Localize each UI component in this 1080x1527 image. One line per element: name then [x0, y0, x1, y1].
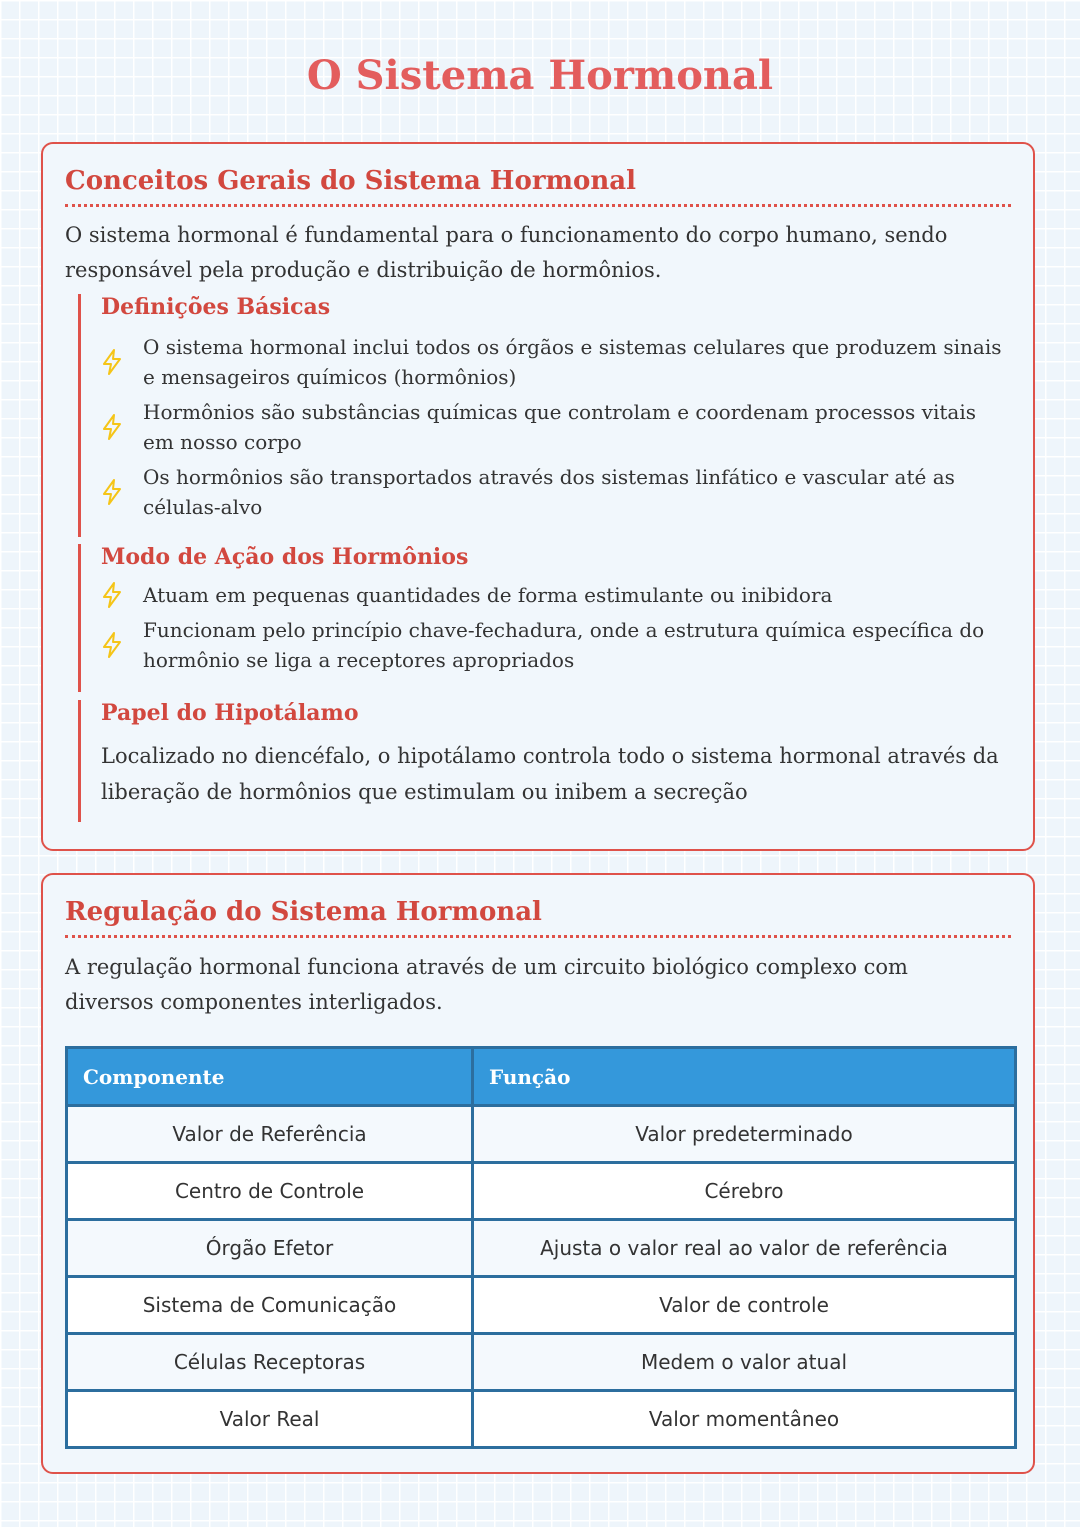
table-cell: Células Receptoras — [67, 1334, 473, 1391]
list-item — [101, 462, 1003, 522]
column-header-funcao: Função — [473, 1048, 1016, 1106]
list-item-text: O sistema hormonal inclui todos os órgãos e sistemas celulares que produzem sinais e mensageiros químicos (hormônios) — [143, 335, 1002, 389]
table-cell: Órgão Efetor — [67, 1220, 473, 1277]
table-cell: Valor Real — [67, 1391, 473, 1448]
list-item-text: Os hormônios são transportados através dos sistemas linfático e vascular até as células-alvo — [143, 465, 955, 519]
page-title: O Sistema Hormonal — [306, 52, 774, 99]
list-item — [101, 615, 1003, 675]
table-cell: Valor momentâneo — [473, 1391, 1016, 1448]
lightning-icon — [101, 632, 123, 658]
section-intro: A regulação hormonal funciona através de um circuito biológico complexo com diversos componentes interligados. — [65, 955, 908, 1014]
list-item — [101, 580, 1003, 610]
table-cell: Medem o valor atual — [473, 1334, 1016, 1391]
section-regulacao — [41, 873, 1035, 1474]
section-title: Conceitos Gerais do Sistema Hormonal — [65, 166, 1011, 207]
list-item-text: Funcionam pelo princípio chave-fechadura, onde a estrutura química específica do hormônio se liga a receptores apropriados — [143, 618, 985, 672]
subsection-title: Definições Básicas — [101, 294, 331, 320]
bullet-list — [101, 332, 1003, 522]
table-cell: Centro de Controle — [67, 1163, 473, 1220]
lightning-icon — [101, 414, 123, 440]
table-header-row — [67, 1048, 1016, 1106]
list-item-text: Atuam em pequenas quantidades de forma estimulante ou inibidora — [143, 583, 833, 607]
table-row — [67, 1220, 1016, 1277]
regulation-table — [65, 1046, 1017, 1449]
table-cell: Valor de controle — [473, 1277, 1016, 1334]
list-item-text: Hormônios são substâncias químicas que controlam e coordenam processos vitais em nosso corpo — [143, 400, 976, 454]
table-row — [67, 1163, 1016, 1220]
table-cell: Valor de Referência — [67, 1106, 473, 1163]
section-conceitos-gerais — [41, 142, 1035, 851]
subsection-title: Papel do Hipotálamo — [101, 700, 359, 726]
table-row — [67, 1334, 1016, 1391]
column-header-componente: Componente — [67, 1048, 473, 1106]
section-title: Regulação do Sistema Hormonal — [65, 897, 1011, 938]
section-intro: O sistema hormonal é fundamental para o funcionamento do corpo humano, sendo responsável pela produção e distribuição de hormônios. — [65, 223, 948, 282]
table-row — [67, 1106, 1016, 1163]
subsection-title: Modo de Ação dos Hormônios — [101, 544, 469, 570]
table-cell: Valor predeterminado — [473, 1106, 1016, 1163]
subsection-definicoes — [78, 294, 1003, 537]
subsection-modo-acao — [78, 544, 1003, 692]
list-item — [101, 332, 1003, 392]
bullet-list — [101, 580, 1003, 675]
subsection-text: Localizado no diencéfalo, o hipotálamo controla todo o sistema hormonal através da liberação de hormônios que estimulam ou inibem a secreção — [101, 744, 999, 804]
table-row — [67, 1391, 1016, 1448]
lightning-icon — [101, 582, 123, 608]
lightning-icon — [101, 479, 123, 505]
table-cell: Ajusta o valor real ao valor de referência — [473, 1220, 1016, 1277]
lightning-icon — [101, 349, 123, 375]
list-item — [101, 397, 1003, 457]
subsection-hipotalamo — [78, 700, 1003, 822]
table-row — [67, 1277, 1016, 1334]
table-cell: Cérebro — [473, 1163, 1016, 1220]
table-cell: Sistema de Comunicação — [67, 1277, 473, 1334]
